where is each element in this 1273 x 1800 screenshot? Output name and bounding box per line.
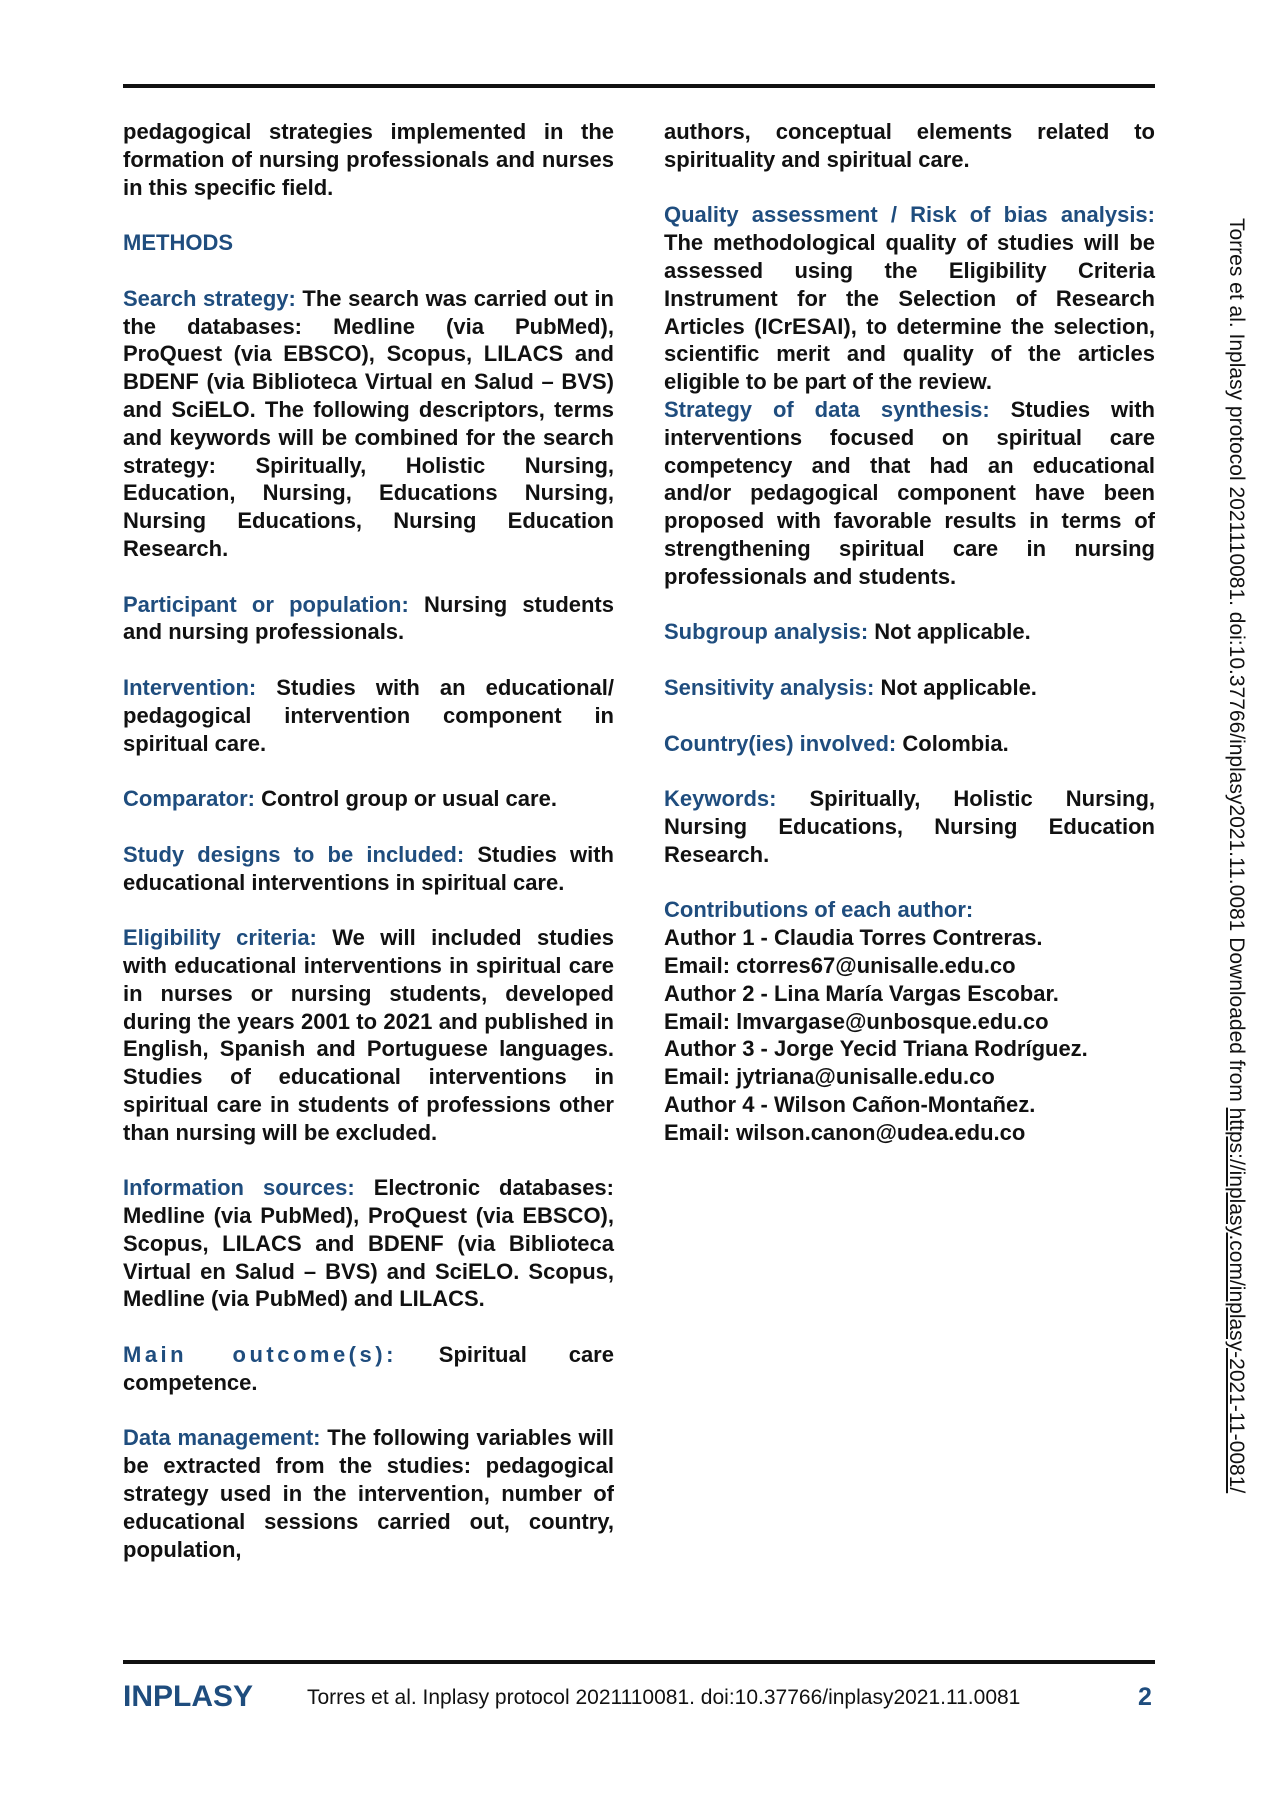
contributions-heading: Contributions of each author: [664, 897, 974, 923]
section-label: Keywords: [664, 786, 777, 812]
section-label: Data management: [123, 1425, 321, 1451]
footer-brand: INPLASY [123, 1680, 254, 1713]
section-text: Spiritual care competence. [123, 1342, 614, 1395]
data-management-section [123, 1424, 614, 1563]
section-text: Not applicable. [874, 674, 1037, 700]
right-column [664, 118, 1155, 1146]
section-text: Not applicable. [868, 619, 1031, 645]
contributions-section [664, 896, 1155, 1146]
section-text: Colombia. [896, 730, 1009, 756]
section-label: Sensitivity analysis: [664, 674, 875, 700]
section-label: Participant or population: [123, 591, 409, 617]
keywords-section [664, 785, 1155, 868]
author-line: Author 4 - Wilson Cañon-Montañez. [664, 1091, 1036, 1117]
sensitivity-section [664, 674, 1155, 702]
section-text: The methodological quality of studies will be assessed using the Eligibility Criteria Instrument for the Selection of Research Articles (ICrESAI), to determine the selection, scientific merit and quality of the articles eligible to be part of the review. [664, 230, 1155, 395]
author-email: Email: lmvargase@unbosque.edu.co [664, 1008, 1049, 1034]
author-email: Email: jytriana@unisalle.edu.co [664, 1064, 995, 1090]
section-label: Main outcome(s): [123, 1342, 397, 1368]
main-outcome-section [123, 1341, 614, 1397]
header-rule [123, 84, 1155, 88]
intro-paragraph: pedagogical strategies implemented in the formation of nursing professionals and nurses in this specific field. [123, 119, 614, 200]
synthesis-section [664, 396, 1155, 591]
footer-citation: Torres et al. Inplasy protocol 2021110081. doi:10.37766/inplasy2021.11.0081 [307, 1686, 1021, 1709]
section-label: Information sources: [123, 1175, 355, 1201]
section-label: Search strategy: [123, 285, 296, 311]
intervention-section [123, 674, 614, 757]
section-text: Control group or usual care. [255, 786, 557, 812]
author-line: Author 3 - Jorge Yecid Triana Rodríguez. [664, 1036, 1088, 1062]
sidebar-link[interactable]: https://inplasy.com/inplasy-2021-11-0081/ [1225, 1107, 1248, 1494]
participant-section [123, 591, 614, 647]
page-number: 2 [1138, 1683, 1152, 1711]
subgroup-section [664, 618, 1155, 646]
author-line: Author 2 - Lina María Vargas Escobar. [664, 980, 1059, 1006]
author-email: Email: wilson.canon@udea.edu.co [664, 1119, 1026, 1145]
section-label: Intervention: [123, 674, 257, 700]
section-label: Study designs to be included: [123, 841, 465, 867]
eligibility-section [123, 924, 614, 1146]
countries-section [664, 730, 1155, 758]
sidebar-text: Torres et al. Inplasy protocol 2021110081. doi:10.37766/inplasy2021.11.0081 Downloaded from [1225, 218, 1248, 1108]
continuation-paragraph: authors, conceptual elements related to spirituality and spiritual care. [664, 119, 1155, 172]
section-label: Country(ies) involved: [664, 730, 897, 756]
section-text: The following variables will be extracted from the studies: pedagogical strategy used in the intervention, number of educational sessions carried out, country, population, [123, 1425, 614, 1562]
left-column [123, 118, 614, 1563]
quality-section [664, 201, 1155, 396]
section-text: Studies with interventions focused on spiritual care competency and that had an educational and/or pedagogical component have been proposed with favorable results in terms of strengthening spiritual care in nursing professionals and students. [664, 396, 1155, 589]
information-sources-section [123, 1174, 614, 1313]
section-text: Nursing students and nursing professionals. [123, 591, 614, 645]
section-text: Studies with educational interventions in spiritual care. [123, 841, 614, 895]
section-label: Quality assessment / Risk of bias analysis: [664, 202, 1155, 228]
search-strategy-section [123, 285, 614, 563]
comparator-section [123, 785, 614, 813]
footer-rule [123, 1660, 1155, 1664]
section-label: Comparator: [123, 786, 256, 812]
section-text: Electronic databases: Medline (via PubMed), ProQuest (via EBSCO), Scopus, LILACS and BDENF (via Biblioteca Virtual en Salud – BVS) and SciELO. Scopus, Medline (via PubMed) and LILACS. [123, 1175, 614, 1312]
methods-heading: METHODS [123, 230, 233, 256]
section-text: The search was carried out in the databases: Medline (via PubMed), ProQuest (via EBSCO), Scopus, LILACS and BDENF (via Biblioteca Virtual en Salud – BVS) and SciELO. The following descriptors, terms and keywords will be combined for the search strategy: Spiritually, Holistic Nursing, Education, Nursing, Educations Nursing, Nursing Educations, Nursing Education Research. [123, 285, 614, 561]
section-text: We will included studies with educational interventions in spiritual care in nurses or nursing students, developed during the years 2001 to 2021 and published in English, Spanish and Portuguese languages. Studies of educational interventions in spiritual care in students of professions other than nursing will be excluded. [123, 925, 614, 1145]
section-label: Eligibility criteria: [123, 925, 317, 951]
download-sidebar [1224, 218, 1248, 1493]
section-label: Strategy of data synthesis: [664, 396, 990, 422]
section-text: Spiritually, Holistic Nursing, Nursing Educations, Nursing Education Research. [664, 786, 1155, 867]
author-line: Author 1 - Claudia Torres Contreras. [664, 925, 1043, 951]
author-email: Email: ctorres67@unisalle.edu.co [664, 952, 1016, 978]
study-designs-section [123, 841, 614, 897]
section-text: Studies with an educational/ pedagogical intervention component in spiritual care. [123, 674, 614, 756]
section-label: Subgroup analysis: [664, 619, 869, 645]
